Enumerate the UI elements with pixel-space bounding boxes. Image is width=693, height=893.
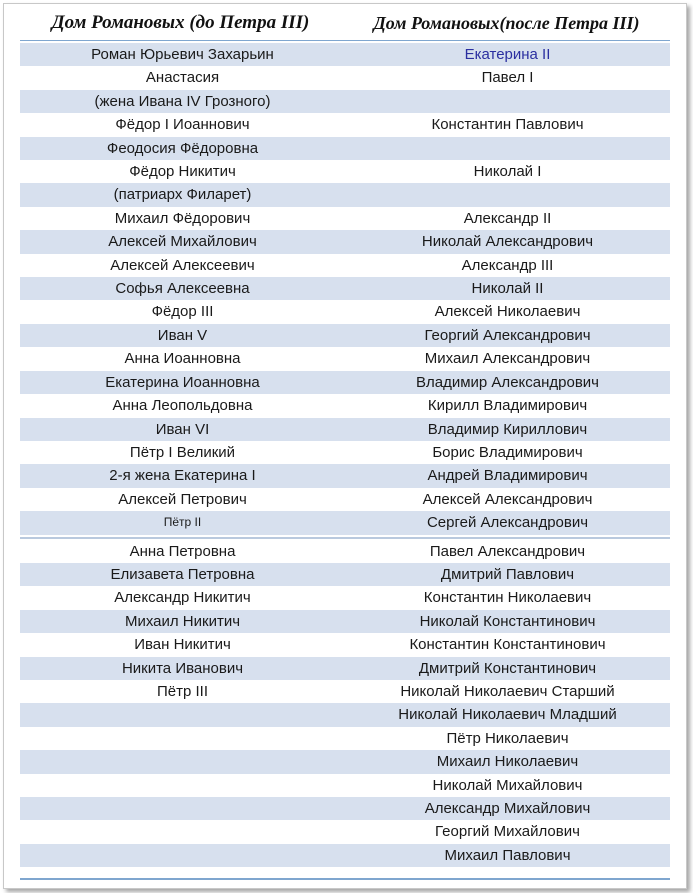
page-split-line [20,537,670,539]
table-row [20,300,670,323]
before-peter-iii-cell: Никита Иванович [121,659,244,677]
table-row [20,347,670,370]
table-row [20,324,670,347]
after-peter-iii-cell: Кирилл Владимирович [427,397,588,415]
before-peter-iii-cell: Пётр I Великий [129,443,236,461]
after-peter-iii-cell: Николай II [471,280,544,298]
before-peter-iii-cell: Пётр II [163,515,202,530]
after-peter-iii-cell: Михаил Николаевич [436,753,579,771]
table-row [20,394,670,417]
after-peter-iii-cell: Георгий Михайлович [435,823,580,841]
after-peter-iii-cell: Николай Константинович [419,612,596,630]
table-row [20,680,670,703]
table-row [20,43,670,66]
before-peter-iii-cell: Анна Петровна [129,542,236,560]
before-peter-iii-cell [20,774,345,797]
table-row [20,113,670,136]
before-peter-iii-cell: Фёдор Никитич [129,163,236,181]
after-peter-iii-cell: Михаил Александрович [424,350,591,368]
before-peter-iii-cell: (жена Ивана IV Грозного) [94,92,271,110]
before-peter-iii-cell: Анастасия [145,69,220,87]
after-peter-iii-cell [345,90,670,113]
before-peter-iii-cell: Пётр III [156,682,208,700]
before-peter-iii-cell: Александр Никитич [114,589,251,607]
after-peter-iii-cell: Владимир Кириллович [427,420,588,438]
table-row [20,207,670,230]
table-row [20,66,670,89]
before-peter-iii-cell [20,727,345,750]
table-row [20,820,670,843]
table-row [20,563,670,586]
before-peter-iii-cell: Алексей Михайлович [108,233,257,251]
table-row [20,277,670,300]
after-peter-iii-cell: Алексей Николаевич [434,303,581,321]
after-peter-iii-cell: Георгий Александрович [424,326,591,344]
before-peter-iii-cell: Феодосия Фёдоровна [106,139,259,157]
table-row [20,511,670,534]
table-row [20,441,670,464]
before-peter-iii-cell [20,820,345,843]
before-peter-iii-cell: 2-я жена Екатерина I [109,467,256,485]
after-peter-iii-cell: Павел Александрович [429,542,586,560]
table-row [20,657,670,680]
before-peter-iii-cell: (патриарх Филарет) [113,186,252,204]
table-row [20,183,670,206]
after-peter-iii-cell: Николай Николаевич Старший [400,682,615,700]
table-row [20,418,670,441]
table-row [20,254,670,277]
before-peter-iii-cell: Алексей Петрович [118,490,247,508]
before-peter-iii-cell: Софья Алексеевна [115,280,250,298]
left-column-title: Дом Романовых (до Петра III) [51,12,310,33]
after-peter-iii-cell: Николай I [473,163,542,181]
before-peter-iii-cell: Роман Юрьевич Захарьин [91,46,274,63]
after-peter-iii-cell: Александр II [463,209,552,227]
before-peter-iii-cell: Иван Никитич [134,636,231,654]
genealogy-table [20,43,670,867]
after-peter-iii-cell: Пётр Николаевич [446,729,569,747]
after-peter-iii-cell: Сергей Александрович [426,514,589,532]
right-column-title: Дом Романовых(после Петра III) [373,12,640,33]
before-peter-iii-cell [20,750,345,773]
after-peter-iii-cell: Алексей Александрович [422,490,593,508]
before-peter-iii-cell: Михаил Фёдорович [114,209,251,227]
after-peter-iii-cell [345,183,670,206]
before-peter-iii-cell [20,797,345,820]
before-peter-iii-cell: Фёдор I Иоаннович [115,116,250,134]
before-peter-iii-cell: Иван VI [155,420,210,438]
table-row [20,464,670,487]
table-header [18,8,670,38]
table-row [20,844,670,867]
after-peter-iii-cell: Михаил Павлович [444,846,571,864]
after-peter-iii-cell: Николай Николаевич Младший [398,706,617,724]
before-peter-iii-cell: Михаил Никитич [124,612,241,630]
after-peter-iii-cell: Дмитрий Павлович [440,565,575,583]
table-row [20,797,670,820]
after-peter-iii-cell: Владимир Александрович [416,373,599,391]
table-row [20,774,670,797]
table-row [20,610,670,633]
before-peter-iii-cell: Екатерина Иоанновна [105,373,260,391]
after-peter-iii-cell: Андрей Владимирович [427,467,588,485]
before-peter-iii-cell: Анна Иоанновна [124,350,241,368]
table-row [20,371,670,394]
after-peter-iii-cell [345,137,670,160]
table-row [20,633,670,656]
table-row [20,90,670,113]
table-row [20,137,670,160]
before-peter-iii-cell [20,703,345,726]
before-peter-iii-cell [20,844,345,867]
before-peter-iii-cell: Елизавета Петровна [110,565,255,583]
after-peter-iii-cell: Павел I [481,69,534,87]
table-row [20,727,670,750]
after-peter-iii-cell: Николай Михайлович [432,776,583,794]
before-peter-iii-cell: Иван V [157,326,208,344]
table-row [20,488,670,511]
before-peter-iii-cell: Фёдор III [151,303,214,321]
table-row [20,160,670,183]
after-peter-iii-cell: Борис Владимирович [432,443,583,461]
table-row [20,230,670,253]
table-row [20,750,670,773]
after-peter-iii-cell: Константин Николаевич [423,589,592,607]
after-peter-iii-cell: Екатерина II [464,46,551,63]
table-row [20,540,670,563]
after-peter-iii-cell: Дмитрий Константинович [418,659,597,677]
bottom-divider [20,878,670,880]
after-peter-iii-cell: Константин Павлович [431,116,584,134]
before-peter-iii-cell: Алексей Алексеевич [110,256,255,274]
after-peter-iii-cell: Александр Михайлович [424,800,591,817]
after-peter-iii-cell: Александр III [461,256,554,274]
table-row [20,586,670,609]
after-peter-iii-cell: Николай Александрович [421,233,594,251]
header-divider [20,40,670,41]
before-peter-iii-cell: Анна Леопольдовна [112,397,253,415]
after-peter-iii-cell: Константин Константинович [409,636,606,654]
table-row [20,703,670,726]
